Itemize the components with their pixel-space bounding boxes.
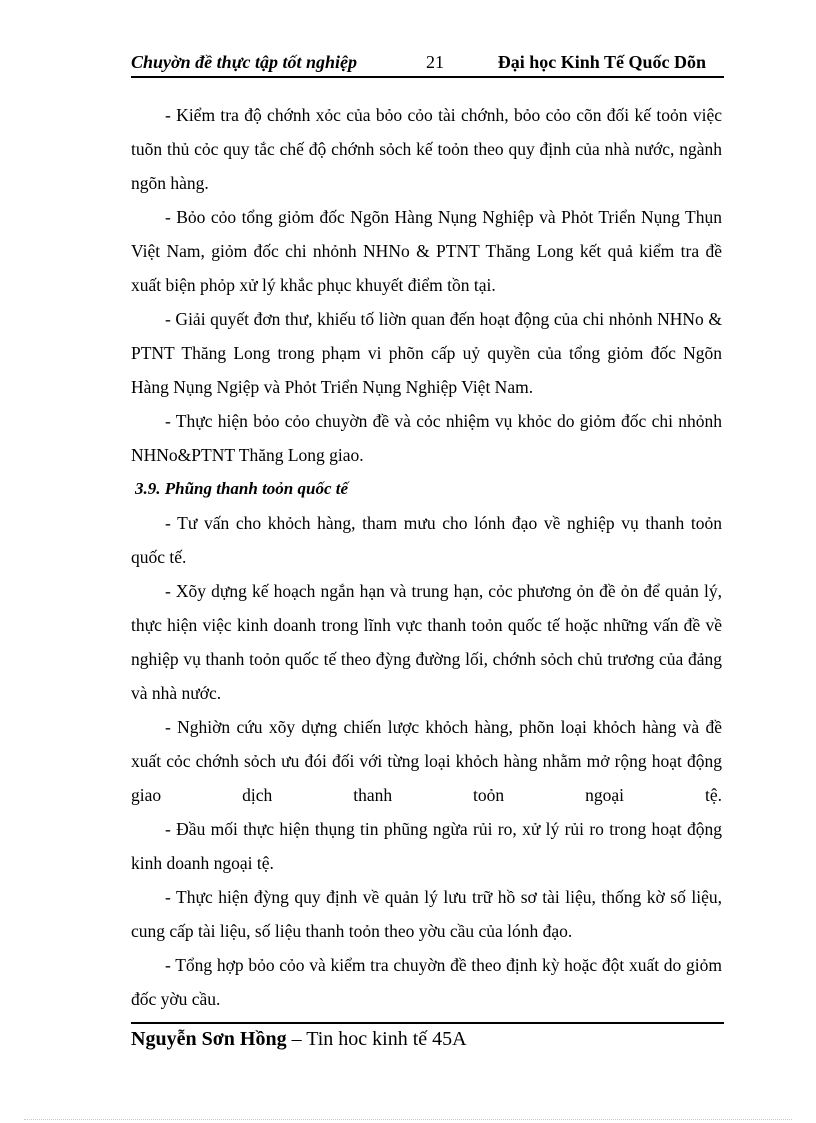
footer-author: Nguyễn Sơn Hồng — [131, 1028, 287, 1050]
header-thesis-title: Chuyờn đề thực tập tốt nghiệp — [131, 52, 357, 72]
paragraph-summary-reports: - Tổng hợp bỏo cỏo và kiểm tra chuyờn đề theo định kỳ hoặc đột xuất do giỏm đốc yờu cầu. — [131, 955, 722, 1009]
paragraph-customer-strategy: - Nghiờn cứu xõy dựng chiến lược khỏch hàng, phõn loại khỏch hàng và đề xuất cỏc chớnh sỏch ưu đói đối với từng loại khỏch hàng nhằm mở rộng hoạt động giao dịch thanh toỏn ngoại tệ. — [131, 717, 722, 805]
paragraph-risk-prevention: - Đầu mối thực hiện thụng tin phũng ngừa rủi ro, xử lý rủi ro trong hoạt động kinh doanh ngoại tệ. — [131, 819, 722, 873]
page-header — [131, 50, 724, 78]
section-heading-international-payments: 3.9. Phũng thanh toỏn quốc tế — [135, 479, 349, 498]
header-page-number: 21 — [426, 52, 444, 72]
footer-separator: – — [286, 1028, 307, 1050]
paragraph-resolve-complaints: - Giải quyết đơn thư, khiếu tố liờn quan đến hoạt động của chi nhỏnh NHNo & PTNT Thăng Long trong phạm vi phõn cấp uỷ quyền của tổng giỏm đốc Ngõn Hàng Nụng Ngiệp và Phỏt Triển Nụng Nghiệp Việt Nam. — [131, 309, 722, 397]
paragraph-report-director: - Bỏo cỏo tổng giỏm đốc Ngõn Hàng Nụng Nghiệp và Phỏt Triển Nụng Thụn Việt Nam, giỏm đốc chi nhỏnh NHNo & PTNT Thăng Long kết quả kiểm tra đề xuất biện phỏp xử lý khắc phục khuyết điểm tồn tại. — [131, 207, 722, 295]
paragraph-special-reports: - Thực hiện bỏo cỏo chuyờn đề và cỏc nhiệm vụ khỏc do giỏm đốc chi nhỏnh NHNo&PTNT Thăng Long giao. — [131, 411, 722, 465]
page-bottom-dotted-line — [24, 1119, 792, 1120]
page-footer — [131, 1028, 467, 1051]
footer-class: Tin hoc kinh tế 45A — [306, 1028, 467, 1050]
paragraph-record-keeping: - Thực hiện đỳng quy định về quản lý lưu trữ hồ sơ tài liệu, thống kờ số liệu, cung cấp tài liệu, số liệu thanh toỏn theo yờu cầu của lónh đạo. — [131, 887, 722, 941]
paragraph-build-plans: - Xõy dựng kế hoạch ngắn hạn và trung hạn, cỏc phương ỏn đề ỏn để quản lý, thực hiện việc kinh doanh trong lĩnh vực thanh toỏn quốc tế hoặc những vấn đề về nghiệp vụ thanh toỏn quốc tế theo đỳng đường lối, chớnh sỏch chủ trương của đảng và nhà nước. — [131, 581, 722, 703]
paragraph-advise-customers: - Tư vấn cho khỏch hàng, tham mưu cho lónh đạo về nghiệp vụ thanh toỏn quốc tế. — [131, 513, 722, 567]
header-university: Đại học Kinh Tế Quốc Dõn — [497, 52, 706, 72]
paragraph-audit-financial-reports: - Kiểm tra độ chớnh xỏc của bỏo cỏo tài chớnh, bỏo cỏo cõn đối kế toỏn việc tuõn thủ cỏc quy tắc chế độ chớnh sỏch kế toỏn theo quy định của nhà nước, ngành ngõn hàng. — [131, 105, 722, 193]
footer-divider — [131, 1022, 724, 1024]
document-body — [131, 98, 722, 1016]
